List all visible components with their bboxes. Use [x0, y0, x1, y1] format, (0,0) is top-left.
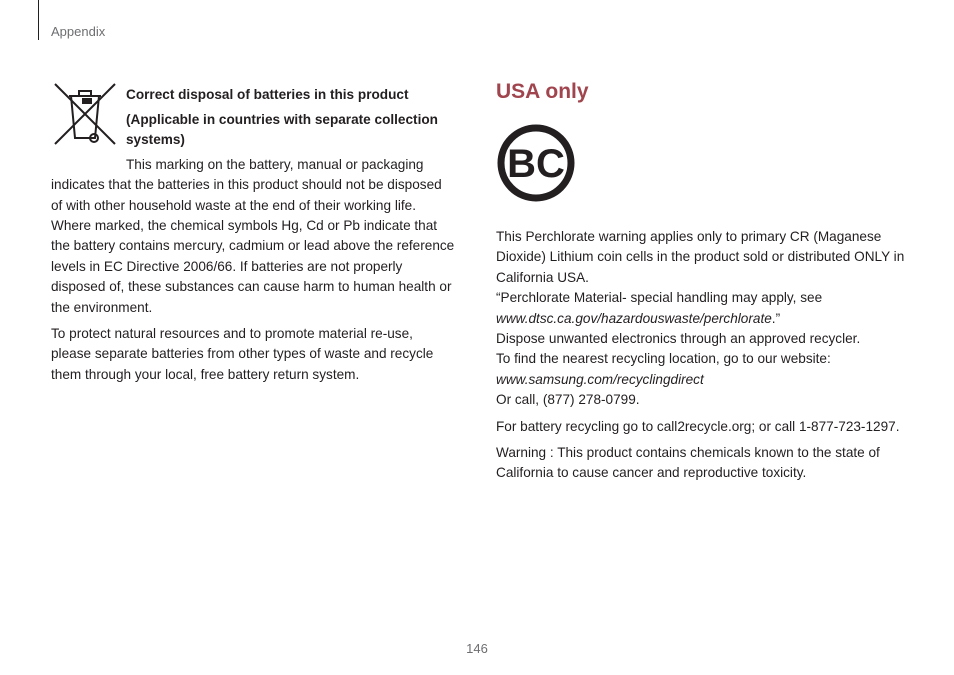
call-number: Or call, (877) 278-0799. — [496, 392, 640, 408]
perchlorate-warning: This Perchlorate warning applies only to primary CR (Maganese Dioxide) Lithium coin cells in the product sold or distributed ONLY in California USA. — [496, 229, 905, 285]
page-number: 146 — [466, 641, 488, 656]
section-header: Appendix — [51, 24, 106, 39]
samsung-recycling-link[interactable]: www.samsung.com/recyclingdirect — [496, 371, 704, 387]
perchlorate-block — [496, 227, 906, 411]
california-warning-paragraph: Warning : This product contains chemicals known to the state of California to cause cancer and reproductive toxicity. — [496, 445, 880, 481]
heading-applicable-countries: (Applicable in countries with separate collection systems) — [126, 111, 438, 148]
heading-correct-disposal: Correct disposal of batteries in this product — [126, 87, 409, 102]
battery-recycling-paragraph: For battery recycling go to call2recycle.org; or call 1-877-723-1297. — [496, 418, 900, 434]
bc-icon-text: BC — [507, 142, 565, 186]
dispose-electronics: Dispose unwanted electronics through an approved recycler. — [496, 331, 861, 347]
usa-only-section — [496, 78, 906, 484]
recycle-paragraph: To protect natural resources and to promote material re-use, please separate batteries from other types of waste and recycle them through your local, free battery return system. — [51, 326, 434, 382]
usa-only-title: USA only — [496, 80, 589, 103]
crossed-out-wheelie-bin-icon — [51, 80, 119, 148]
disposal-heading — [126, 85, 455, 151]
page-edge-rule — [38, 0, 39, 40]
dtsc-link-tail: .” — [771, 310, 781, 326]
battery-disposal-section — [51, 80, 455, 385]
disposal-paragraph: This marking on the battery, manual or packaging indicates that the batteries in this product should not be disposed of with other household waste at the end of their working life. Where marked, the chemical symbols Hg, Cd or Pb indicate that the battery contains mercury, cadmium or lead above the reference levels in EC Directive 2006/66. If batteries are not properly disposed of, these substances can cause harm to human health or the environment. — [51, 156, 455, 315]
dtsc-link-line — [496, 309, 906, 329]
bc-circle-icon — [496, 123, 576, 203]
dtsc-link[interactable]: www.dtsc.ca.gov/hazardouswaste/perchlorate — [496, 310, 772, 326]
find-recycling-location: To find the nearest recycling location, go to our website: — [496, 351, 831, 367]
perchlorate-material: “Perchlorate Material- special handling may apply, see — [496, 290, 823, 306]
